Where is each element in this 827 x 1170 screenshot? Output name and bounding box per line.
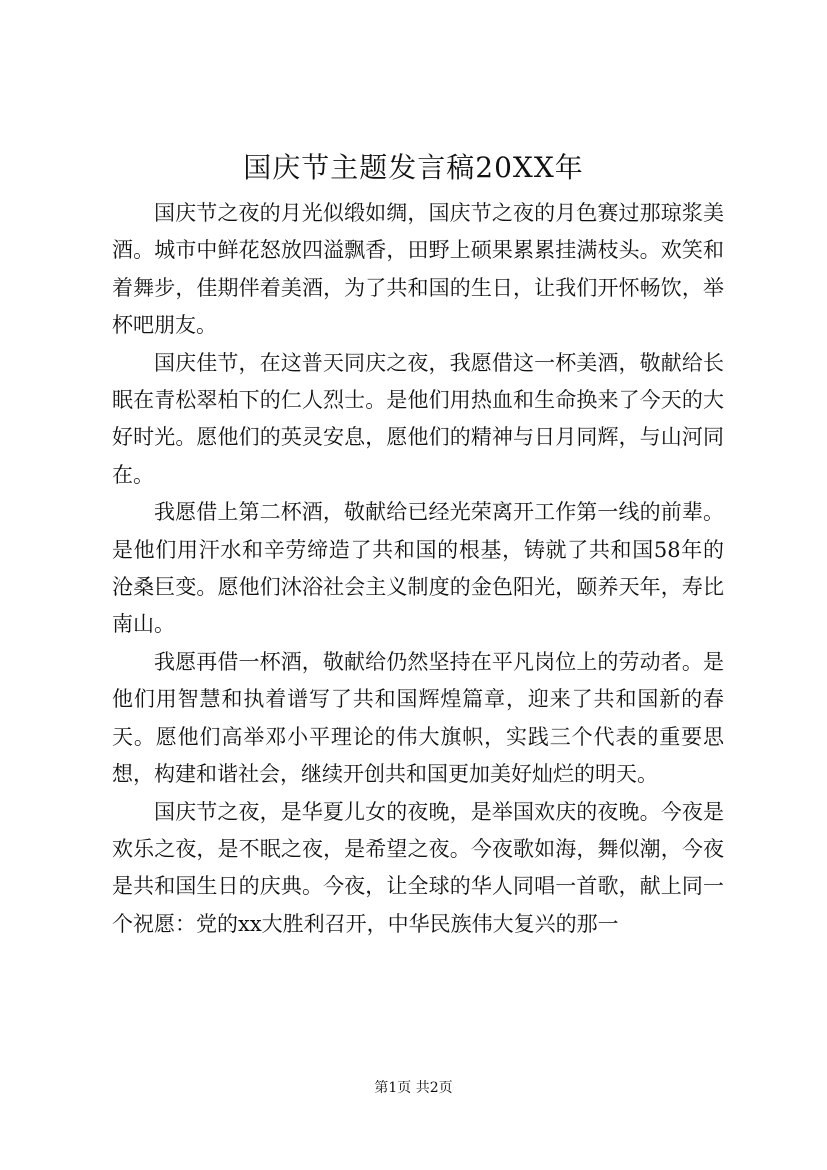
paragraph-1: 国庆节之夜的月光似缎如绸，国庆节之夜的月色赛过那琼浆美酒。城市中鲜花怒放四溢飘香，田野上硕果累累挂满枝头。欢笑和着舞步，佳期伴着美酒，为了共和国的生日，让我们开怀畅饮，举杯吧朋友。 bbox=[112, 201, 724, 338]
paragraph-3: 我愿借上第二杯酒，敬献给已经光荣离开工作第一线的前辈。是他们用汗水和辛劳缔造了共和国的根基，铸就了共和国58年的沧桑巨变。愿他们沐浴社会主义制度的金色阳光，颐养天年，寿比南山。 bbox=[112, 500, 724, 637]
paragraph-4: 我愿再借一杯酒，敬献给仍然坚持在平凡岗位上的劳动者。是他们用智慧和执着谱写了共和国辉煌篇章，迎来了共和国新的春天。愿他们高举邓小平理论的伟大旗帜，实践三个代表的重要思想，构建和谐社会，继续开创共和国更加美好灿烂的明天。 bbox=[112, 649, 724, 787]
document-title: 国庆节主题发言稿20XX年 bbox=[243, 151, 584, 184]
paragraph-5: 国庆节之夜，是华夏儿女的夜晚，是举国欢庆的夜晚。今夜是欢乐之夜，是不眠之夜，是希望之夜。今夜歌如海，舞似潮，今夜是共和国生日的庆典。今夜，让全球的华人同唱一首歌，献上同一个祝愿：党的xx大胜利召开，中华民族伟大复兴的那一 bbox=[112, 799, 724, 936]
document-body bbox=[112, 195, 724, 943]
page-footer: 第1页 共2页 bbox=[374, 1080, 453, 1096]
paragraph-2: 国庆佳节，在这普天同庆之夜，我愿借这一杯美酒，敬献给长眠在青松翠柏下的仁人烈士。是他们用热血和生命换来了今天的大好时光。愿他们的英灵安息，愿他们的精神与日月同辉，与山河同在。 bbox=[112, 350, 724, 487]
